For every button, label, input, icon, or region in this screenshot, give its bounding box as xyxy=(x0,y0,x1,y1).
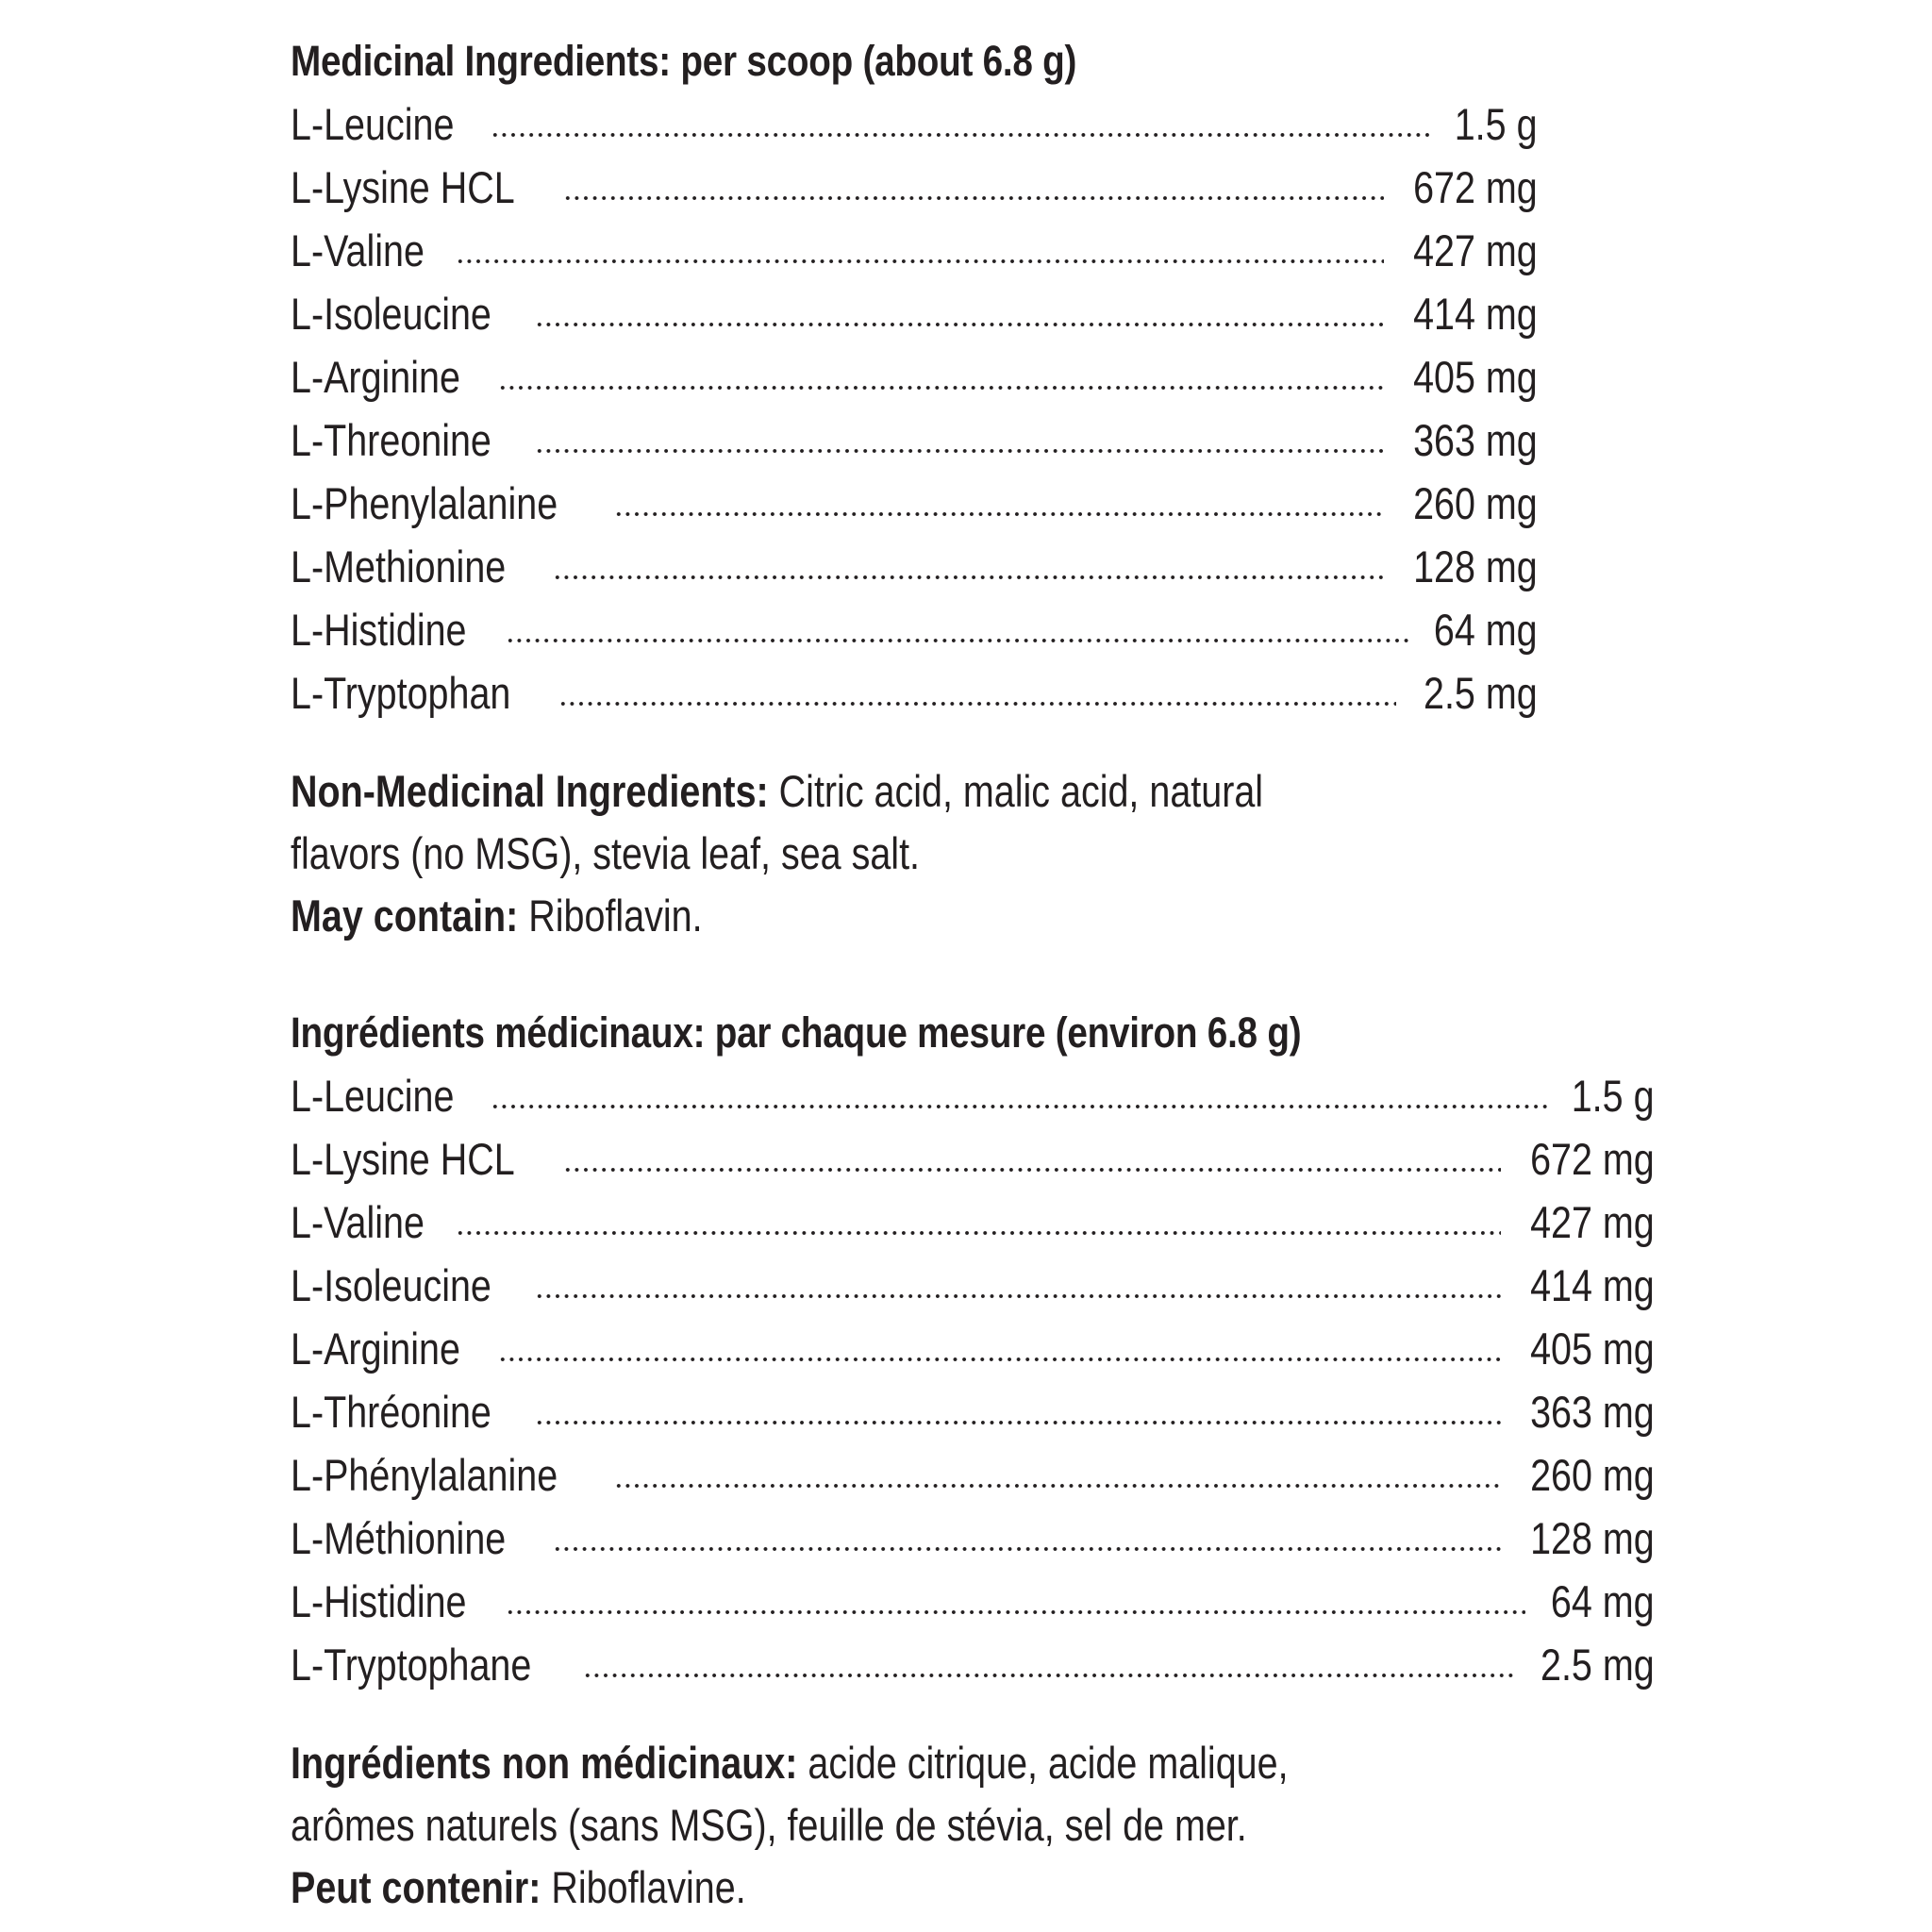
ingredient-amount: 414 mg xyxy=(1413,289,1538,339)
ingredient-row xyxy=(291,535,1538,598)
ingredient-name: L-Thréonine xyxy=(291,1387,491,1437)
ingredient-amount: 128 mg xyxy=(1413,541,1538,591)
ingredient-row xyxy=(291,92,1538,156)
ingredient-name: L-Phénylalanine xyxy=(291,1450,558,1500)
dot-leader xyxy=(456,258,1384,264)
ingredient-amount: 414 mg xyxy=(1530,1260,1655,1310)
dot-leader xyxy=(563,1167,1501,1173)
ingredient-row xyxy=(291,1317,1655,1380)
english-ingredients-panel xyxy=(291,30,1538,947)
ingredient-name: L-Valine xyxy=(291,225,425,275)
ingredient-row xyxy=(291,408,1538,472)
ingredient-row xyxy=(291,472,1538,535)
ingredient-amount: 427 mg xyxy=(1530,1197,1655,1247)
dot-leader xyxy=(535,1420,1501,1425)
ingredient-row xyxy=(291,1254,1655,1317)
non-medicinal-text-line1: acide citrique, acide malique, xyxy=(797,1738,1289,1788)
dot-leader xyxy=(614,1483,1501,1489)
ingredient-name: L-Histidine xyxy=(291,605,467,655)
ingredient-name: L-Arginine xyxy=(291,1324,460,1374)
dot-leader xyxy=(506,1609,1525,1615)
dot-leader xyxy=(553,1546,1502,1552)
ingredients-non-medicinaux-continued xyxy=(291,1794,1437,1857)
ingredient-row xyxy=(291,282,1538,345)
french-ingredients-panel xyxy=(291,1002,1655,1919)
ingredient-row xyxy=(291,1633,1655,1696)
ingredient-row xyxy=(291,598,1538,661)
ingredient-row xyxy=(291,345,1538,408)
dot-leader xyxy=(498,385,1384,391)
non-medicinal-ingredients xyxy=(291,760,1338,823)
dot-leader xyxy=(456,1230,1501,1236)
ingredient-amount: 1.5 g xyxy=(1572,1071,1655,1121)
dot-leader xyxy=(491,132,1433,138)
dot-leader xyxy=(498,1357,1501,1362)
ingredient-name: L-Tryptophan xyxy=(291,668,511,718)
ingredient-name: L-Isoleucine xyxy=(291,289,491,339)
may-contain-label: May contain: xyxy=(291,891,519,941)
ingredient-name: L-Isoleucine xyxy=(291,1260,491,1310)
ingredient-amount: 427 mg xyxy=(1413,225,1538,275)
ingredient-amount: 672 mg xyxy=(1413,162,1538,212)
ingredient-amount: 405 mg xyxy=(1530,1324,1655,1374)
ingredient-row xyxy=(291,1443,1655,1507)
non-medicinal-text-line2: flavors (no MSG), stevia leaf, sea salt. xyxy=(291,828,921,878)
ingredient-name: L-Methionine xyxy=(291,541,507,591)
ingredient-amount: 363 mg xyxy=(1413,415,1538,465)
peut-contenir xyxy=(291,1857,1437,1919)
ingredient-name: L-Méthionine xyxy=(291,1513,507,1563)
ingredient-row xyxy=(291,1570,1655,1633)
ingredient-name: L-Lysine HCL xyxy=(291,1134,515,1184)
ingredient-amount: 64 mg xyxy=(1551,1576,1655,1626)
medicinal-ingredients-list xyxy=(291,92,1538,724)
non-medicinal-label: Ingrédients non médicinaux: xyxy=(291,1738,798,1788)
ingredient-amount: 1.5 g xyxy=(1455,99,1538,149)
may-contain-value: Riboflavine. xyxy=(541,1862,746,1912)
ingredient-row xyxy=(291,1064,1655,1127)
ingredient-row xyxy=(291,1507,1655,1570)
ingredient-name: L-Arginine xyxy=(291,352,460,402)
ingredient-amount: 64 mg xyxy=(1434,605,1538,655)
ingredient-row xyxy=(291,156,1538,219)
ingredient-amount: 260 mg xyxy=(1413,478,1538,528)
ingredient-name: L-Phenylalanine xyxy=(291,478,558,528)
ingredient-amount: 2.5 mg xyxy=(1424,668,1538,718)
may-contain-value: Riboflavin. xyxy=(518,891,703,941)
dot-leader xyxy=(535,322,1384,327)
may-contain xyxy=(291,885,1338,947)
non-medicinal-label: Non-Medicinal Ingredients: xyxy=(291,766,769,816)
dot-leader xyxy=(535,448,1384,454)
ingredient-amount: 2.5 mg xyxy=(1541,1640,1655,1690)
dot-leader xyxy=(535,1293,1501,1299)
ingredient-amount: 405 mg xyxy=(1413,352,1538,402)
ingredient-name: L-Valine xyxy=(291,1197,425,1247)
ingredient-name: L-Lysine HCL xyxy=(291,162,515,212)
dot-leader xyxy=(563,195,1384,201)
ingredient-name: L-Threonine xyxy=(291,415,491,465)
ingredient-row xyxy=(291,219,1538,282)
section-spacer xyxy=(291,1696,1655,1732)
medicinal-ingredients-heading: Medicinal Ingredients: per scoop (about 6.8 g) xyxy=(291,37,1077,85)
ingredient-amount: 672 mg xyxy=(1530,1134,1655,1184)
ingredients-medicinaux-list xyxy=(291,1064,1655,1696)
ingredient-row xyxy=(291,661,1538,724)
non-medicinal-text-line1: Citric acid, malic acid, natural xyxy=(768,766,1264,816)
non-medicinal-ingredients-continued xyxy=(291,823,1338,885)
section-spacer xyxy=(291,724,1538,760)
dot-leader xyxy=(614,511,1384,517)
dot-leader xyxy=(553,575,1385,580)
ingredient-name: L-Leucine xyxy=(291,1071,455,1121)
ingredient-row xyxy=(291,1127,1655,1191)
ingredient-row xyxy=(291,1380,1655,1443)
ingredient-row xyxy=(291,1191,1655,1254)
ingredients-medicinaux-heading: Ingrédients médicinaux: par chaque mesure (environ 6.8 g) xyxy=(291,1008,1302,1057)
may-contain-label: Peut contenir: xyxy=(291,1862,541,1912)
ingredient-amount: 363 mg xyxy=(1530,1387,1655,1437)
ingredient-name: L-Histidine xyxy=(291,1576,467,1626)
ingredient-name: L-Leucine xyxy=(291,99,455,149)
ingredient-amount: 260 mg xyxy=(1530,1450,1655,1500)
dot-leader xyxy=(583,1673,1513,1678)
dot-leader xyxy=(506,638,1408,643)
dot-leader xyxy=(558,701,1397,707)
non-medicinal-text-line2: arômes naturels (sans MSG), feuille de stévia, sel de mer. xyxy=(291,1800,1247,1850)
ingredient-amount: 128 mg xyxy=(1530,1513,1655,1563)
dot-leader xyxy=(491,1104,1550,1109)
ingredients-non-medicinaux xyxy=(291,1732,1437,1794)
ingredient-name: L-Tryptophane xyxy=(291,1640,532,1690)
